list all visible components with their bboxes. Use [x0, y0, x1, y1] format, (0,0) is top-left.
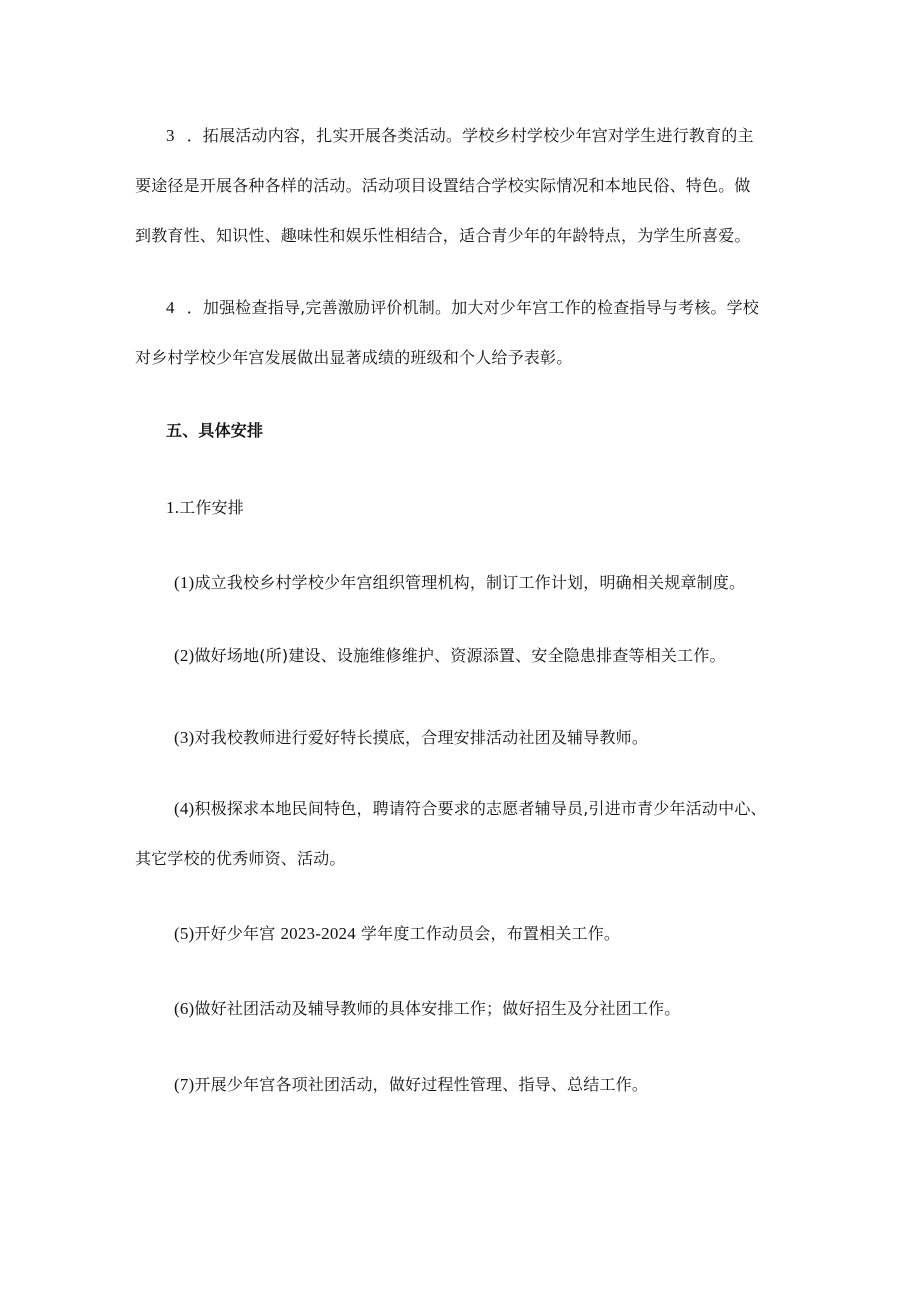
task-item-4-continuation: 其它学校的优秀师资、活动。 [135, 849, 346, 868]
item4-number: 4 [166, 298, 175, 317]
item4-line2: 对乡村学校少年宫发展做出显著成绩的班级和个人给予表彰。 [135, 348, 573, 367]
subsection-1-number: 1. [166, 498, 180, 517]
task-text: 做好场地(所)建设、设施维修维护、资源添置、安全隐患排查等相关工作。 [194, 646, 726, 665]
task-item-3 [174, 726, 648, 750]
item3-text-1: ．拓展活动内容，扎实开展各类活动。学校乡村学校少年宫对学生进行教育的主 [186, 126, 754, 145]
task-number: (5) [174, 924, 195, 943]
task-number: (3) [174, 728, 195, 747]
task-text: 做好社团活动及辅导教师的具体安排工作；做好招生及分社团工作。 [194, 999, 681, 1018]
task-text: 积极探求本地民间特色，聘请符合要求的志愿者辅导员,引进市青少年活动中心、 [194, 799, 767, 818]
task-item-7 [174, 1073, 648, 1097]
task-item-6 [174, 997, 680, 1021]
task-number: (4) [174, 799, 195, 818]
task-text: 对我校教师进行爱好特长摸底，合理安排活动社团及辅导教师。 [194, 728, 649, 747]
task-number: (2) [174, 646, 195, 665]
task-year: 2023-2024 [280, 924, 356, 943]
task-number: (1) [174, 573, 195, 592]
item3-line1 [166, 124, 754, 148]
subsection-1-label: 工作安排 [179, 498, 244, 517]
item4-line1 [166, 296, 759, 320]
task-item-2 [174, 644, 726, 668]
item3-line3: 到教育性、知识性、趣味性和娱乐性相结合，适合青少年的年龄特点，为学生所喜爱。 [135, 226, 751, 245]
item3-number: 3 [166, 126, 175, 145]
task-text-a: 开好少年宫 [194, 924, 276, 943]
task-item-5 [174, 922, 620, 946]
task-number: (7) [174, 1075, 195, 1094]
item4-text-1: ．加强检查指导,完善激励评价机制。加大对少年宫工作的检查指导与考核。学校 [186, 298, 759, 317]
task-text: 开展少年宫各项社团活动，做好过程性管理、指导、总结工作。 [194, 1075, 649, 1094]
task-number: (6) [174, 999, 195, 1018]
section-heading: 五、具体安排 [166, 421, 264, 440]
task-text: 成立我校乡村学校少年宫组织管理机构，制订工作计划，明确相关规章制度。 [194, 573, 746, 592]
subsection-1-heading [166, 496, 244, 520]
task-item-4 [174, 797, 767, 821]
item3-line2: 要途径是开展各种各样的活动。活动项目设置结合学校实际情况和本地民俗、特色。做 [135, 176, 751, 195]
task-item-1 [174, 571, 745, 595]
task-text-b: 学年度工作动员会，布置相关工作。 [360, 924, 621, 943]
